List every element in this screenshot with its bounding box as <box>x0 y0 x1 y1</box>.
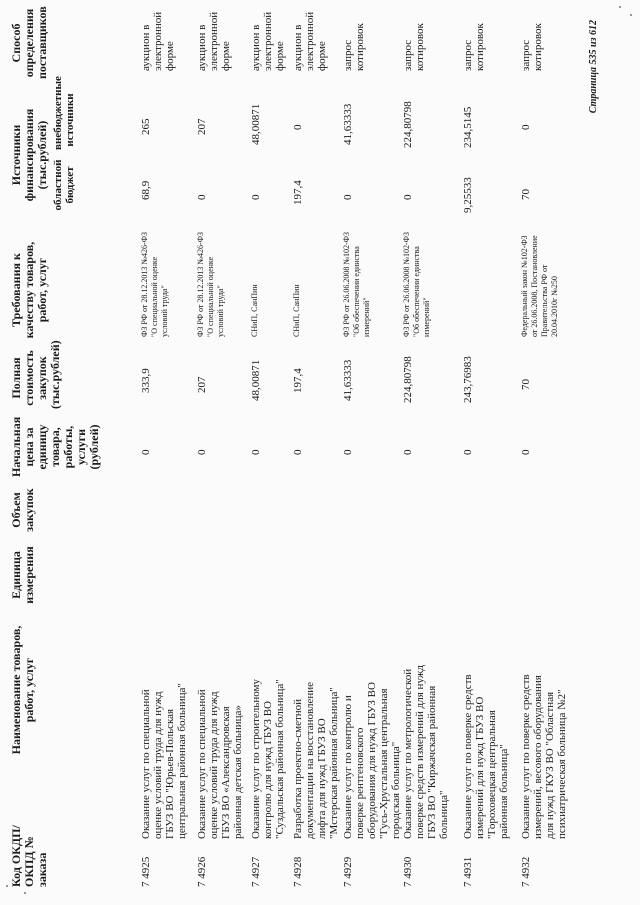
row-name: Разработка проектно-сметной документации на восстановление лифта для нужд ГБУЗ ВО "Мстерская районная больница" <box>292 681 340 839</box>
row-source-regional: 70 <box>520 189 532 200</box>
row-method: аукцион в электронной форме <box>250 11 286 71</box>
row-price: 0 <box>140 449 152 455</box>
table-row <box>292 0 342 905</box>
row-number: 7 4930 <box>402 856 414 887</box>
header-unit: Единица измерения <box>9 546 36 604</box>
row-total: 224,80798 <box>402 356 414 403</box>
table-row <box>250 0 292 905</box>
header-name: Наименование товаров, работ, услуг <box>9 625 36 755</box>
row-source-external: 0 <box>292 124 304 130</box>
row-source-external: 0 <box>520 124 532 130</box>
row-price: 0 <box>402 449 414 455</box>
header-code: Код ОКДП/ ОКПД № заказа <box>9 825 49 887</box>
row-price: 0 <box>250 449 262 455</box>
row-number: 7 4931 <box>462 856 474 887</box>
row-requirements: Федеральный закон №102-ФЗ от 26.06.2008, Постановление Правительства РФ от 20.04.2010г №250 <box>520 235 559 337</box>
header-requirements: Требования к качеству товаров, работ, услуг <box>9 241 49 339</box>
header-price: Начальная цена за единицу товара, работы, услуги (рублей) <box>9 416 101 477</box>
row-name: Оказание услуг по поверке средств измерений для нужд ГБУЗ ВО "Гороховецкая центральная районная больница" <box>462 674 510 839</box>
header-method: Способ определения поставщиков <box>9 6 49 79</box>
row-source-regional: 0 <box>250 194 262 200</box>
row-method: запрос котировок <box>342 23 366 71</box>
table-row <box>342 0 402 905</box>
row-price: 0 <box>342 449 354 455</box>
row-name: Оказание услуг по контролю и поверке рентгеновского оборудования для нужд ГБУЗ ВО "Гусь-Хрустальная центральная городская больница" <box>342 682 402 839</box>
table-row <box>462 0 520 905</box>
row-requirements: ФЗ РФ от 26.06.2008 №102-ФЗ "Об обеспечении единства измерений" <box>402 232 431 337</box>
row-source-external: 207 <box>196 118 208 135</box>
row-source-regional: 0 <box>402 194 414 200</box>
row-method: аукцион в электронной форме <box>196 11 232 71</box>
header-volume: Объем закупок <box>9 488 36 532</box>
row-requirements: ФЗ РФ от 26.06.2008 №102-ФЗ "Об обеспечении единства измерений" <box>342 232 371 337</box>
row-requirements: ФЗ РФ от 28.12.2013 №426-ФЗ "О специальной оценке условий труда" <box>196 232 225 337</box>
row-source-regional: 0 <box>342 194 354 200</box>
scan-speck <box>630 14 632 16</box>
row-name: Оказание услуг по специальной оценке условий труда для нужд ГБУЗ ВО «Александровская районная детская больница» <box>196 689 244 839</box>
row-source-regional: 9,25533 <box>462 177 474 213</box>
row-method: аукцион в электронной форме <box>140 11 176 71</box>
row-price: 0 <box>196 449 208 455</box>
row-total: 333,9 <box>140 368 152 393</box>
scan-speck <box>24 892 26 894</box>
page-footer: Страница 535 из 612 <box>588 20 599 114</box>
row-number: 7 4926 <box>196 856 208 887</box>
row-number: 7 4929 <box>342 856 354 887</box>
table-row <box>402 0 462 905</box>
table-row <box>196 0 250 905</box>
row-source-external: 41,63333 <box>342 103 354 145</box>
row-name: Оказание услуг по поверке средств измерений, весового оборудования для нужд ГКУЗ ВО "Областная психиатрическая больница №2" <box>520 674 568 839</box>
scan-speck <box>619 6 621 8</box>
table-row <box>140 0 196 905</box>
row-requirements: СНиП, СанПин <box>250 284 259 337</box>
row-total: 48,00871 <box>250 359 262 401</box>
row-total: 41,63333 <box>342 359 354 401</box>
row-source-external: 224,80798 <box>402 101 414 148</box>
row-source-regional: 197,4 <box>292 180 304 205</box>
row-source-regional: 68,9 <box>140 180 152 200</box>
row-name: Оказание услуг по метрологической поверке средств измерений для нужд ГБУЗ ВО "Киржачская районная больница" <box>402 665 450 839</box>
header-source-external: внебюджетные источники <box>52 76 76 150</box>
row-source-regional: 0 <box>196 194 208 200</box>
row-source-external: 265 <box>140 118 152 135</box>
row-price: 0 <box>462 449 474 455</box>
row-number: 7 4927 <box>250 856 262 887</box>
row-total: 243,76983 <box>462 356 474 403</box>
row-method: запрос котировок <box>520 23 544 71</box>
row-number: 7 4932 <box>520 856 532 887</box>
row-total: 207 <box>196 376 208 393</box>
row-total: 197,4 <box>292 368 304 393</box>
row-method: запрос котировок <box>402 23 426 71</box>
header-sources: Источники финансирования (тыс.рублей) <box>9 108 49 202</box>
row-number: 7 4925 <box>140 856 152 887</box>
row-name: Оказание услуг по строительному контролю для нужд ГБУЗ ВО "Суздальская районная больница" <box>250 679 286 839</box>
scan-speck <box>6 885 8 887</box>
row-number: 7 4928 <box>292 856 304 887</box>
row-price: 0 <box>292 449 304 455</box>
row-requirements: ФЗ РФ от 28.12.2013 №426-ФЗ "О специальной оценке условий труда" <box>140 232 169 337</box>
row-source-external: 234,5145 <box>462 106 474 148</box>
row-requirements: СНиП, СанПин <box>292 284 301 337</box>
header-source-regional: областной бюджет <box>52 159 76 211</box>
row-total: 70 <box>520 379 532 390</box>
row-source-external: 48,00871 <box>250 103 262 145</box>
row-method: аукцион в электронной форме <box>292 11 328 71</box>
header-total: Полная стоимость закупок (тыс.рублей) <box>9 340 62 409</box>
row-price: 0 <box>520 449 532 455</box>
row-name: Оказание услуг по специальной оценке условий труда для нужд ГБУЗ ВО "Юрьев-Польская центральная районная больница" <box>140 683 188 839</box>
row-method: запрос котировок <box>462 23 486 71</box>
table-row <box>520 0 584 905</box>
